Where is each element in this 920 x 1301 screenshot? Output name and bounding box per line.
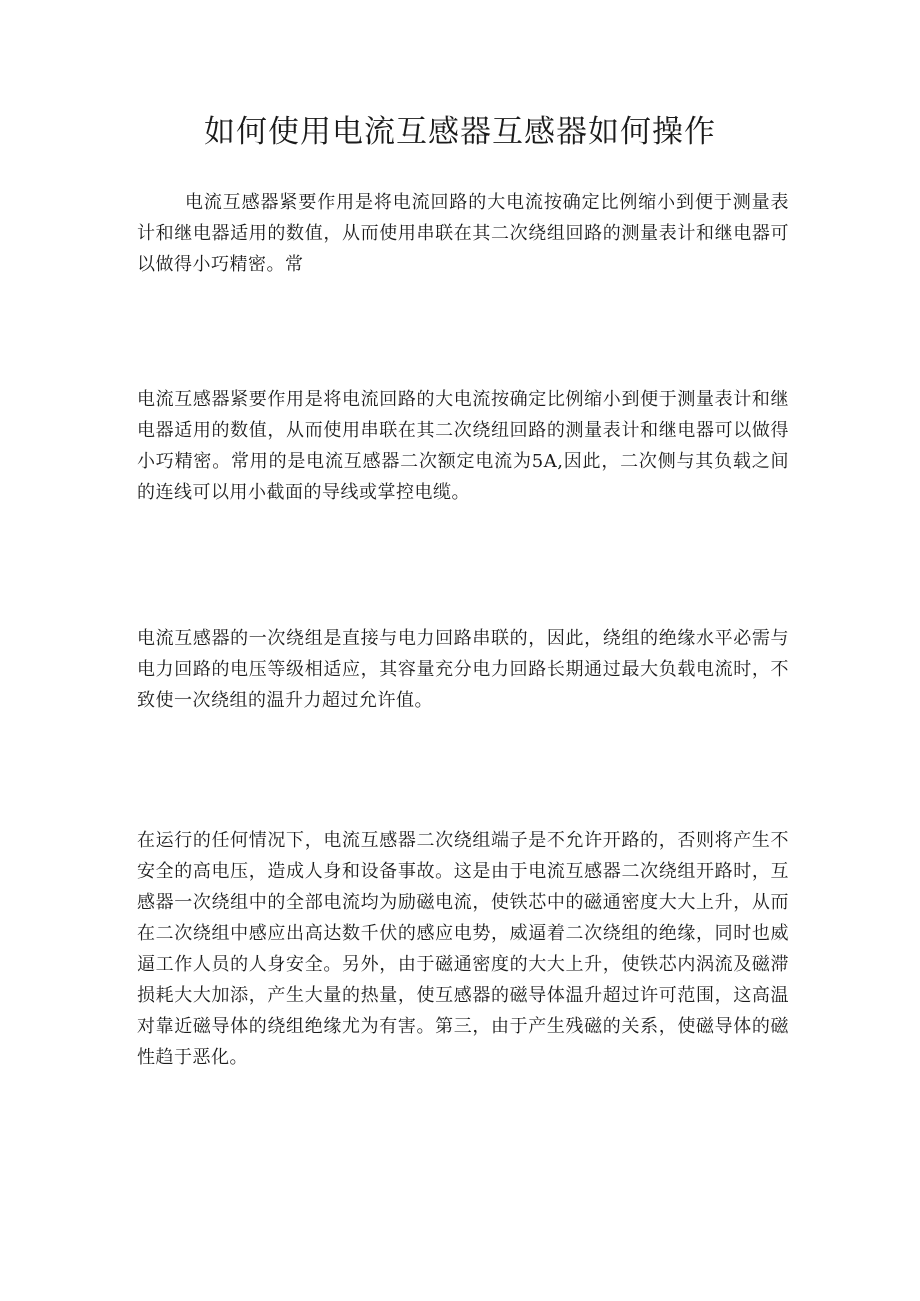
paragraph-2: 电流互感器紧要作用是将电流回路的大电流按确定比例缩小到便于测量表计和继电器适用的数值，从而使用串联在其二次绕纽回路的测量表计和继电器可以做得小巧精密。常用的是电流互感器二次额定电流为5A,因此，二次侧与其负载之间的连线可以用小截面的导线或掌控电缆。 (137, 389, 789, 503)
paragraph-1: 电流互感器紧要作用是将电流回路的大电流按确定比例缩小到便于测量表计和继电器适用的数值，从而使用串联在其二次绕组回路的测量表计和继电器可以做得小巧精密。常 (137, 192, 789, 275)
paragraph-3: 电流互感器的一次绕组是直接与电力回路串联的，因此，绕组的绝缘水平必需与电力回路的电压等级相适应，其容量充分电力回路长期通过最大负载电流时，不致使一次绕组的温升力超过允许值。 (137, 628, 789, 711)
paragraph-4: 在运行的任何情况下，电流互感器二次绕组端子是不允许开路的，否则将产生不安全的高电压，造成人身和设备事故。这是由于电流互感器二次绕组开路时，互感器一次绕组中的全部电流均为励磁电流，使铁芯中的磁通密度大大上升，从而在二次绕组中感应出高达数千伏的感应电势，威逼着二次绕组的绝缘，同时也威逼工作人员的人身安全。另外，由于磁通密度的大大上升，使铁芯内涡流及磁滞损耗大大加添，产生大量的热量，使互感器的磁导体温升超过许可范围，这高温对靠近磁导体的绕组绝缘尤为有害。第三，由于产生残磁的关系，使磁导体的磁性趋于恶化。 (137, 830, 789, 1068)
document-title: 如何使用电流互感器互感器如何操作 (204, 114, 716, 150)
